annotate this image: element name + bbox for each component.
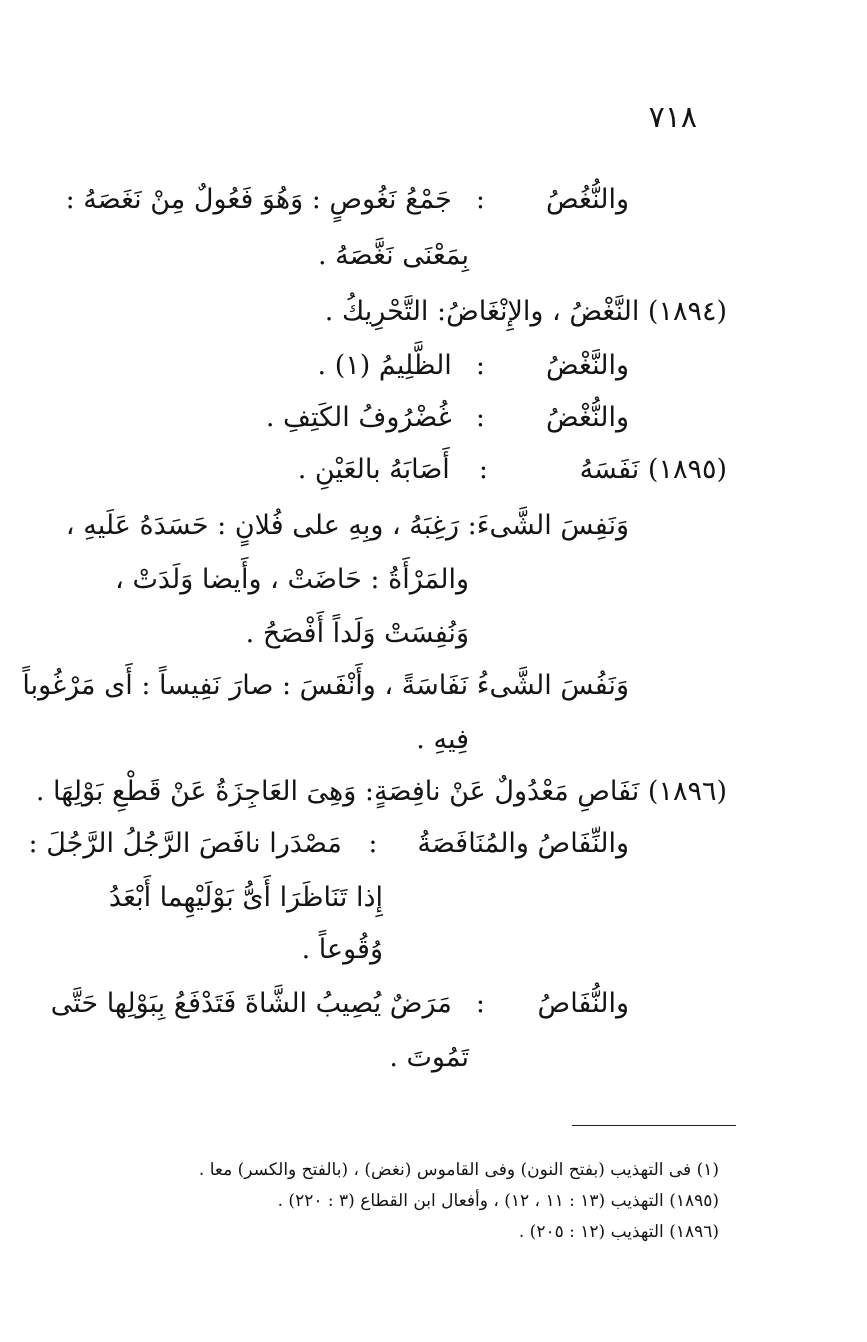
footnote: (١٨٩٥) التهذيب (١٣ : ١١ ، ١٢) ، وأفعال ابن القطاع (٣ : ٢٢٠) . bbox=[277, 1191, 719, 1211]
footnote-divider bbox=[572, 1125, 736, 1126]
entry-separator: : bbox=[475, 350, 485, 381]
entry-line: تَمُوتَ . bbox=[389, 1042, 469, 1073]
entry-line: وَنُفِسَتْ وَلَداً أَفْصَحُ . bbox=[245, 618, 469, 649]
entry-term: والنَّغْضُ bbox=[545, 350, 629, 381]
page-number: ٧١٨ bbox=[648, 100, 697, 135]
footnote: (١) فى التهذيب (بفتح النون) وفى القاموس (نغض) ، (بالفتح والكسر) معا . bbox=[198, 1160, 719, 1180]
entry-separator: : bbox=[478, 454, 488, 485]
entry-definition: غُضْرُوفُ الكَتِفِ . bbox=[265, 402, 452, 433]
entry-line: فِيهِ . bbox=[416, 724, 469, 755]
entry-separator: : bbox=[475, 184, 485, 215]
entry-definition: مَرَضٌ يُصِيبُ الشَّاةَ فَتَدْفَعُ بِبَوْلِها حَتَّى bbox=[50, 988, 452, 1019]
entry-line bbox=[51, 982, 629, 1026]
entry-term: والنِّفَاصُ والمُنَافَصَةُ bbox=[417, 828, 629, 859]
entry-line bbox=[266, 396, 629, 440]
entry-line: والمَرْأَةُ : حَاضَتْ ، وأَيضا وَلَدَتْ ، bbox=[115, 564, 469, 595]
entry-line bbox=[298, 448, 727, 492]
entry-line: بِمَعْنَى نَغَّصَهُ . bbox=[318, 240, 469, 271]
entry-separator: : bbox=[475, 988, 485, 1019]
entry-line: (١٨٩٦) نَفَاصِ مَعْدُولٌ عَنْ نافِصَةٍ: وَهِىَ العَاجِزَةُ عَنْ قَطْعِ بَوْلِهَا . bbox=[35, 776, 727, 807]
entry-line bbox=[318, 344, 629, 388]
entry-line: وَنَفِسَ الشَّىءَ: رَغِبَهُ ، وبِهِ على فُلانٍ : حَسَدَهُ عَلَيهِ ، bbox=[65, 510, 629, 541]
entry-line: (١٨٩٤) النَّغْضُ ، والإِنْغَاضُ: التَّحْرِيكُ . bbox=[324, 296, 727, 327]
entry-line: وُقُوعاً . bbox=[301, 934, 383, 965]
entry-term: (١٨٩٥) نَفَسَهُ bbox=[579, 454, 727, 485]
entry-term: والنُّغْضُ bbox=[545, 402, 629, 433]
entry-separator: : bbox=[368, 828, 378, 859]
entry-line bbox=[29, 822, 629, 866]
entry-definition: مَصْدَرا نافَصَ الرَّجُلُ الرَّجُلَ : bbox=[28, 828, 342, 859]
entry-definition: أَصَابَهُ بالعَيْنِ . bbox=[297, 454, 450, 485]
entry-term: والنُّفَاصُ bbox=[537, 988, 629, 1019]
entry-definition: الظَّلِيمُ (١) . bbox=[317, 350, 452, 381]
entry-line: إِذا تَنَاظَرَا أَىُّ بَوْلَيْهِما أَبْعَدُ bbox=[108, 882, 383, 913]
entry-line bbox=[66, 178, 629, 222]
entry-line: وَنَفُسَ الشَّىءُ نَفَاسَةً ، وأَنْفَسَ : صارَ نَفِيساً : أَى مَرْغُوباً bbox=[22, 670, 629, 701]
entry-separator: : bbox=[475, 402, 485, 433]
entry-definition: جَمْعُ نَغُوصٍ : وَهُوَ فَعُولٌ مِنْ نَغَصَهُ : bbox=[65, 184, 452, 215]
entry-term: والنُّغُصُ bbox=[545, 184, 629, 215]
footnote: (١٨٩٦) التهذيب (١٢ : ٢٠٥) . bbox=[518, 1222, 719, 1242]
